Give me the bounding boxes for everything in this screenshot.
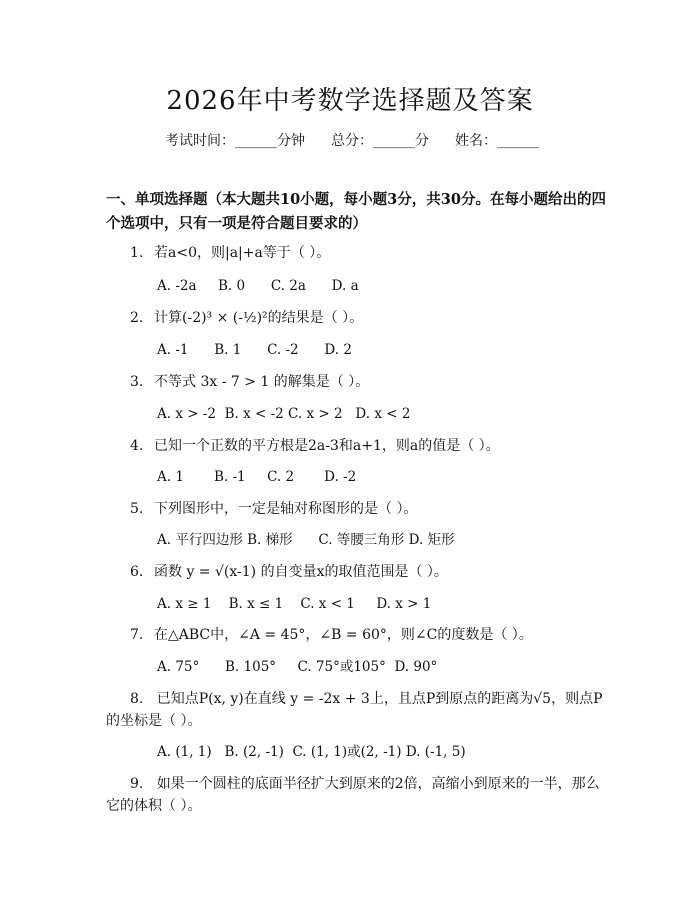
question-number: 9.: [130, 776, 144, 792]
question-number: 4.: [130, 438, 144, 454]
question-8-options: A. (1, 1) B. (2, -1) C. (1, 1)或(2, -1) D. (-1, 5): [157, 744, 466, 760]
question-text: 如果一个圆柱的底面半径扩大到原来的2倍，高缩小到原来的一半，那么它的体积（ ）。: [106, 776, 600, 814]
question-3-options: A. x > -2 B. x < -2 C. x > 2 D. x < 2: [157, 406, 411, 422]
question-text: 已知一个正数的平方根是2a-3和a+1，则a的值是（ ）。: [154, 438, 500, 454]
question-1-options: A. -2a B. 0 C. 2a D. a: [157, 278, 359, 294]
exam-time-field: 考试时间：______分钟: [165, 133, 305, 149]
question-6-options: A. x ≥ 1 B. x ≤ 1 C. x < 1 D. x > 1: [157, 596, 432, 612]
exam-info-line: [165, 130, 539, 150]
question-number: 3.: [130, 374, 144, 390]
question-number: 6.: [130, 564, 144, 580]
question-text: 下列图形中，一定是轴对称图形的是（ ）。: [154, 501, 418, 517]
question-number: 7.: [130, 627, 144, 643]
section-heading: 一、单项选择题（本大题共10小题，每小题3分，共30分。在每小题给出的四个选项中，只有一项是符合题目要求的）: [106, 191, 606, 232]
question-number: 2.: [130, 310, 144, 326]
question-text: 计算(-2)³ × (-½)²的结果是（ ）。: [154, 310, 364, 326]
question-2-options: A. -1 B. 1 C. -2 D. 2: [157, 342, 352, 358]
question-5: [106, 498, 606, 520]
page-title: 2026年中考数学选择题及答案: [166, 86, 534, 116]
question-7-options: A. 75° B. 105° C. 75°或105° D. 90°: [157, 659, 438, 675]
question-text: 若a<0，则|a|+a等于（ ）。: [154, 245, 331, 261]
total-score-field: 总分：______分: [331, 133, 429, 149]
question-text: 不等式 3x - 7 > 1 的解集是（ ）。: [154, 374, 370, 390]
question-5-options: A. 平行四边形 B. 梯形 C. 等腰三角形 D. 矩形: [157, 532, 455, 548]
question-8: [106, 688, 606, 732]
question-number: 8.: [130, 691, 144, 707]
question-6: [106, 561, 606, 583]
question-1: [106, 242, 606, 264]
question-3: [106, 371, 606, 393]
question-text: 在△ABC中，∠A = 45°，∠B = 60°，则∠C的度数是（ ）。: [154, 627, 533, 643]
question-2: [106, 307, 606, 329]
question-number: 5.: [130, 501, 144, 517]
question-4: [106, 435, 606, 457]
question-text: 已知点P(x, y)在直线 y = -2x + 3上，且点P到原点的距离为√5，则点P的坐标是（ ）。: [106, 691, 603, 729]
question-7: [106, 624, 606, 646]
question-text: 函数 y = √(x-1) 的自变量x的取值范围是（ ）。: [154, 564, 448, 580]
question-number: 1.: [130, 245, 144, 261]
question-9: [106, 773, 606, 817]
student-name-field: 姓名：______: [455, 133, 539, 149]
question-4-options: A. 1 B. -1 C. 2 D. -2: [157, 469, 357, 485]
